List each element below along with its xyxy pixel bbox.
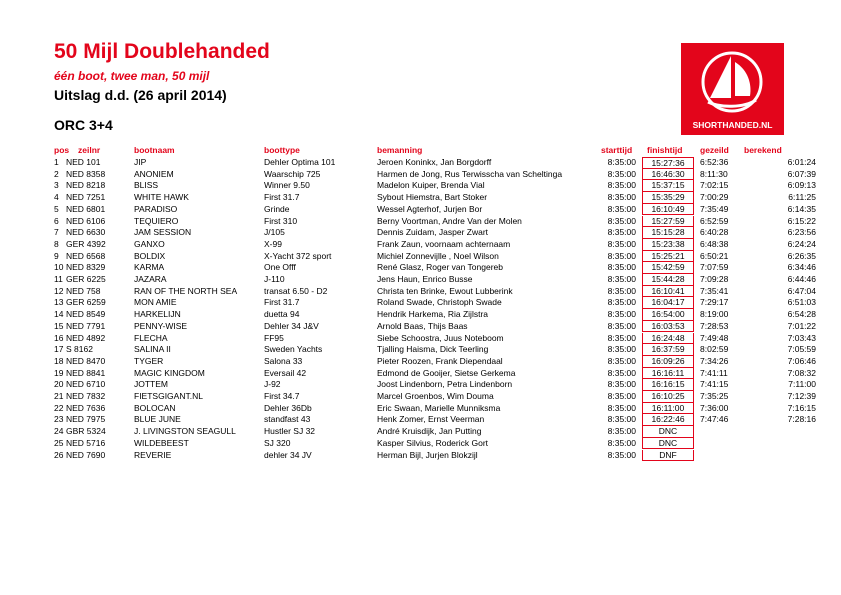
cell-bootnaam: JAM SESSION xyxy=(134,227,192,238)
cell-berekend: 6:09:13 xyxy=(787,180,816,191)
cell-bemanning: René Glasz, Roger van Tongereb xyxy=(377,262,504,273)
cell-bemanning: Harmen de Jong, Rus Terwisscha van Scheltinga xyxy=(377,168,563,179)
cell-gezeild: 7:35:25 xyxy=(700,391,729,401)
cell-bemanning: Christa ten Brinke, Ewout Lubberink xyxy=(377,285,513,296)
cell-zeilnr: NED 6568 xyxy=(66,250,106,261)
cell-bootnaam: BOLOCAN xyxy=(134,402,176,413)
cell-starttijd: 8:35:00 xyxy=(607,203,636,214)
cell-berekend: 6:24:24 xyxy=(787,238,816,249)
cell-boottype: SJ 320 xyxy=(264,437,291,448)
cell-pos: 1 xyxy=(54,157,59,167)
cell-bemanning: Pieter Roozen, Frank Diependaal xyxy=(377,355,503,366)
cell-zeilnr: NED 7251 xyxy=(66,192,106,203)
cell-boottype: First 310 xyxy=(264,215,298,226)
cell-pos: 14 xyxy=(54,309,64,320)
cell-bemanning: Berny Voortman, Andre Van der Molen xyxy=(377,215,522,226)
cell-finishtijd: DNC xyxy=(642,426,694,438)
cell-bootnaam: JAZARA xyxy=(134,274,167,284)
cell-pos: 26 xyxy=(54,449,64,460)
cell-zeilnr: NED 8358 xyxy=(66,168,106,179)
table-row xyxy=(0,391,841,403)
cell-bootnaam: KARMA xyxy=(134,262,165,273)
shorthanded-logo xyxy=(681,43,784,135)
cell-gezeild: 8:11:30 xyxy=(700,168,728,179)
table-row xyxy=(0,169,841,181)
cell-bootnaam: WILDEBEEST xyxy=(134,437,189,448)
cell-bootnaam: GANXO xyxy=(134,238,165,249)
cell-boottype: First 34.7 xyxy=(264,391,300,401)
cell-boottype: One Offf xyxy=(264,262,296,273)
cell-bootnaam: PENNY-WISE xyxy=(134,320,188,331)
cell-gezeild: 6:48:38 xyxy=(700,238,729,249)
col-header-gezeild: gezeild xyxy=(700,145,729,155)
cell-bootnaam: BOLDIX xyxy=(134,250,166,261)
sail-ball-icon xyxy=(700,50,764,114)
cell-starttijd: 8:35:00 xyxy=(607,238,636,249)
cell-pos: 21 xyxy=(54,391,64,401)
cell-starttijd: 8:35:00 xyxy=(607,168,636,179)
table-row xyxy=(0,450,841,462)
cell-bootnaam: PARADISO xyxy=(134,203,178,214)
cell-starttijd: 8:35:00 xyxy=(607,309,636,320)
cell-gezeild: 7:34:26 xyxy=(700,355,729,366)
cell-bootnaam: FLECHA xyxy=(134,332,168,343)
table-row xyxy=(0,321,841,333)
cell-starttijd: 8:35:00 xyxy=(607,379,636,390)
cell-berekend: 6:01:24 xyxy=(787,157,816,167)
cell-finishtijd: 16:04:17 xyxy=(642,297,694,309)
cell-finishtijd: DNF xyxy=(642,450,694,462)
cell-berekend: 6:11:25 xyxy=(788,192,816,203)
cell-pos: 10 xyxy=(54,262,64,273)
class-heading: ORC 3+4 xyxy=(54,117,113,133)
cell-berekend: 6:15:22 xyxy=(787,215,816,226)
cell-berekend: 6:23:56 xyxy=(787,227,816,238)
cell-starttijd: 8:35:00 xyxy=(607,355,636,366)
cell-starttijd: 8:35:00 xyxy=(607,426,636,437)
cell-bootnaam: FIETSGIGANT.NL xyxy=(134,391,203,401)
table-row xyxy=(0,333,841,345)
table-row xyxy=(0,227,841,239)
col-header-starttijd: starttijd xyxy=(601,145,633,155)
cell-gezeild: 6:52:36 xyxy=(700,157,729,167)
cell-berekend: 6:47:04 xyxy=(787,285,816,296)
cell-berekend: 6:07:39 xyxy=(787,168,816,179)
cell-bemanning: Wessel Agterhof, Jurjen Bor xyxy=(377,203,483,214)
cell-finishtijd: 15:27:36 xyxy=(642,157,694,169)
cell-zeilnr: NED 8549 xyxy=(66,309,106,320)
cell-bemanning: Roland Swade, Christoph Swade xyxy=(377,297,502,308)
cell-berekend: 6:54:28 xyxy=(787,309,816,320)
cell-zeilnr: NED 101 xyxy=(66,157,101,167)
cell-zeilnr: NED 6106 xyxy=(66,215,106,226)
cell-pos: 20 xyxy=(54,379,64,390)
cell-boottype: FF95 xyxy=(264,332,284,343)
cell-finishtijd: 16:37:59 xyxy=(642,344,694,356)
cell-boottype: Eversail 42 xyxy=(264,367,307,378)
cell-zeilnr: NED 6630 xyxy=(66,227,106,238)
cell-pos: 12 xyxy=(54,285,64,296)
cell-berekend: 7:05:59 xyxy=(787,344,816,355)
cell-bemanning: Dennis Zuidam, Jasper Zwart xyxy=(377,227,489,238)
cell-pos: 5 xyxy=(54,203,59,214)
cell-boottype: Waarschip 725 xyxy=(264,168,321,179)
cell-berekend: 6:26:35 xyxy=(787,250,816,261)
cell-zeilnr: NED 7791 xyxy=(66,320,106,331)
cell-bootnaam: TEQUIERO xyxy=(134,215,179,226)
cell-pos: 11 xyxy=(54,274,63,284)
col-header-berekend: berekend xyxy=(744,145,782,155)
cell-gezeild: 7:29:17 xyxy=(700,297,729,308)
cell-starttijd: 8:35:00 xyxy=(607,157,636,167)
cell-bemanning: Eric Swaan, Marielle Munniksma xyxy=(377,402,501,413)
cell-pos: 23 xyxy=(54,414,64,425)
cell-boottype: standfast 43 xyxy=(264,414,311,425)
cell-starttijd: 8:35:00 xyxy=(607,285,636,296)
cell-berekend: 7:12:39 xyxy=(787,391,816,401)
cell-finishtijd: 15:15:28 xyxy=(642,227,694,239)
cell-pos: 3 xyxy=(54,180,59,191)
cell-berekend: 6:34:46 xyxy=(787,262,816,273)
cell-boottype: Grinde xyxy=(264,203,290,214)
table-row xyxy=(0,426,841,438)
cell-pos: 22 xyxy=(54,402,64,413)
cell-berekend: 6:51:03 xyxy=(787,297,816,308)
cell-bemanning: Arnold Baas, Thijs Baas xyxy=(377,320,468,331)
cell-bemanning: Michiel Zonnevijlle , Noel Wilson xyxy=(377,250,499,261)
cell-zeilnr: NED 8329 xyxy=(66,262,106,273)
cell-bemanning: Jeroen Koninkx, Jan Borgdorff xyxy=(377,157,492,167)
cell-starttijd: 8:35:00 xyxy=(607,262,636,273)
cell-boottype: Hustler SJ 32 xyxy=(264,426,316,437)
cell-berekend: 6:14:35 xyxy=(787,203,816,214)
cell-boottype: duetta 94 xyxy=(264,309,300,320)
cell-zeilnr: NED 6801 xyxy=(66,203,106,214)
cell-gezeild: 8:19:00 xyxy=(700,309,729,320)
table-row xyxy=(0,403,841,415)
table-row xyxy=(0,368,841,380)
cell-finishtijd: 16:03:53 xyxy=(642,321,694,333)
col-header-zeilnr: zeilnr xyxy=(78,145,101,155)
cell-gezeild: 7:28:53 xyxy=(700,320,729,331)
table-row xyxy=(0,309,841,321)
cell-finishtijd: 16:46:30 xyxy=(642,169,694,181)
cell-bootnaam: REVERIE xyxy=(134,449,172,460)
cell-bemanning: André Kruisdijk, Jan Putting xyxy=(377,426,482,437)
cell-bootnaam: SALINA II xyxy=(134,344,171,355)
table-row xyxy=(0,286,841,298)
cell-berekend: 6:44:46 xyxy=(787,274,816,284)
cell-gezeild: 7:47:46 xyxy=(700,414,729,425)
cell-finishtijd: 15:27:59 xyxy=(642,216,694,228)
cell-bootnaam: TYGER xyxy=(134,355,164,366)
cell-boottype: J/105 xyxy=(264,227,285,238)
cell-finishtijd: 16:54:00 xyxy=(642,309,694,321)
cell-bemanning: Joost Lindenborn, Petra Lindenborn xyxy=(377,379,513,390)
cell-berekend: 7:16:15 xyxy=(787,402,816,413)
cell-starttijd: 8:35:00 xyxy=(607,180,636,191)
cell-starttijd: 8:35:00 xyxy=(607,391,636,401)
col-header-pos: pos xyxy=(54,145,70,155)
table-row xyxy=(0,438,841,450)
cell-pos: 4 xyxy=(54,192,59,203)
cell-bemanning: Tjalling Haisma, Dick Teerling xyxy=(377,344,489,355)
cell-finishtijd: 16:16:11 xyxy=(642,368,694,380)
cell-zeilnr: NED 758 xyxy=(66,285,101,296)
table-row xyxy=(0,216,841,228)
table-row xyxy=(0,180,841,192)
cell-finishtijd: 16:24:48 xyxy=(642,333,694,345)
cell-bemanning: Siebe Schoostra, Juus Noteboom xyxy=(377,332,504,343)
cell-starttijd: 8:35:00 xyxy=(607,192,636,203)
col-header-bemanning: bemanning xyxy=(377,145,423,155)
col-header-finishtijd: finishtijd xyxy=(647,145,683,155)
result-date: Uitslag d.d. (26 april 2014) xyxy=(54,87,227,103)
table-row xyxy=(0,274,841,286)
cell-zeilnr: NED 8470 xyxy=(66,355,106,366)
cell-berekend: 7:03:43 xyxy=(787,332,816,343)
cell-zeilnr: GER 6225 xyxy=(66,274,106,284)
cell-zeilnr: NED 8841 xyxy=(66,367,106,378)
cell-gezeild: 7:49:48 xyxy=(700,332,729,343)
table-row xyxy=(0,192,841,204)
cell-pos: 13 xyxy=(54,297,64,308)
cell-berekend: 7:08:32 xyxy=(787,367,816,378)
cell-pos: 6 xyxy=(54,215,59,226)
cell-gezeild: 8:02:59 xyxy=(700,344,729,355)
cell-starttijd: 8:35:00 xyxy=(607,320,636,331)
cell-bemanning: Kasper Silvius, Roderick Gort xyxy=(377,437,489,448)
cell-bootnaam: ANONIEM xyxy=(134,168,174,179)
cell-bootnaam: BLISS xyxy=(134,180,159,191)
cell-bootnaam: JIP xyxy=(134,157,147,167)
table-row xyxy=(0,251,841,263)
cell-bemanning: Edmond de Gooijer, Sietse Gerkema xyxy=(377,367,516,378)
cell-bemanning: Henk Zomer, Ernst Veerman xyxy=(377,414,485,425)
cell-bootnaam: MON AMIE xyxy=(134,297,177,308)
cell-pos: 7 xyxy=(54,227,59,238)
cell-zeilnr: NED 7690 xyxy=(66,449,106,460)
cell-starttijd: 8:35:00 xyxy=(607,449,636,460)
cell-pos: 17 xyxy=(54,344,64,355)
cell-pos: 9 xyxy=(54,250,59,261)
cell-gezeild: 7:41:11 xyxy=(700,367,728,378)
cell-gezeild: 7:41:15 xyxy=(700,379,729,390)
cell-finishtijd: 16:10:49 xyxy=(642,204,694,216)
table-row xyxy=(0,344,841,356)
cell-bootnaam: J. LIVINGSTON SEAGULL xyxy=(134,426,236,437)
cell-bemanning: Sybout Hiemstra, Bart Stoker xyxy=(377,192,488,203)
cell-finishtijd: 15:25:21 xyxy=(642,251,694,263)
cell-zeilnr: NED 4892 xyxy=(66,332,106,343)
cell-finishtijd: 16:11:00 xyxy=(642,403,694,415)
cell-starttijd: 8:35:00 xyxy=(607,332,636,343)
cell-starttijd: 8:35:00 xyxy=(607,274,636,284)
cell-finishtijd: 16:10:25 xyxy=(642,391,694,403)
cell-finishtijd: 15:23:38 xyxy=(642,239,694,251)
cell-gezeild: 7:07:59 xyxy=(700,262,729,273)
cell-bootnaam: HARKELIJN xyxy=(134,309,181,320)
cell-bemanning: Madelon Kuiper, Brenda Vial xyxy=(377,180,485,191)
cell-boottype: Dehler Optima 101 xyxy=(264,157,336,167)
cell-starttijd: 8:35:00 xyxy=(607,250,636,261)
cell-starttijd: 8:35:00 xyxy=(607,297,636,308)
cell-finishtijd: 15:44:28 xyxy=(642,274,694,286)
cell-boottype: X-Yacht 372 sport xyxy=(264,250,332,261)
cell-gezeild: 7:00:29 xyxy=(700,192,729,203)
logo-text: SHORTHANDED.NL xyxy=(692,120,773,130)
cell-bemanning: Jens Haun, Enrico Busse xyxy=(377,274,473,284)
cell-boottype: X-99 xyxy=(264,238,282,249)
cell-gezeild: 6:50:21 xyxy=(700,250,729,261)
cell-bemanning: Frank Zaun, voornaam achternaam xyxy=(377,238,511,249)
cell-pos: 8 xyxy=(54,238,59,249)
cell-starttijd: 8:35:00 xyxy=(607,402,636,413)
cell-gezeild: 7:02:15 xyxy=(700,180,729,191)
cell-zeilnr: S 8162 xyxy=(66,344,93,355)
cell-boottype: Salona 33 xyxy=(264,355,303,366)
cell-zeilnr: NED 7636 xyxy=(66,402,106,413)
cell-boottype: J-110 xyxy=(264,274,285,284)
cell-pos: 16 xyxy=(54,332,64,343)
page-title: 50 Mijl Doublehanded xyxy=(54,40,270,63)
cell-starttijd: 8:35:00 xyxy=(607,227,636,238)
cell-bootnaam: JOTTEM xyxy=(134,379,168,390)
cell-boottype: First 31.7 xyxy=(264,297,300,308)
table-row xyxy=(0,157,841,169)
cell-pos: 18 xyxy=(54,355,64,366)
cell-pos: 24 xyxy=(54,426,64,437)
cell-bemanning: Herman Bijl, Jurjen Blokzijl xyxy=(377,449,478,460)
cell-finishtijd: 16:10:41 xyxy=(642,286,694,298)
cell-starttijd: 8:35:00 xyxy=(607,344,636,355)
cell-bootnaam: BLUE JUNE xyxy=(134,414,181,425)
table-row xyxy=(0,379,841,391)
cell-pos: 19 xyxy=(54,367,64,378)
cell-gezeild: 7:35:49 xyxy=(700,203,729,214)
cell-pos: 15 xyxy=(54,320,64,331)
cell-pos: 25 xyxy=(54,437,64,448)
cell-zeilnr: NED 6710 xyxy=(66,379,106,390)
cell-boottype: J-92 xyxy=(264,379,281,390)
cell-finishtijd: 16:16:15 xyxy=(642,379,694,391)
cell-berekend: 7:06:46 xyxy=(787,355,816,366)
cell-starttijd: 8:35:00 xyxy=(607,367,636,378)
cell-starttijd: 8:35:00 xyxy=(607,437,636,448)
cell-boottype: Dehler 36Db xyxy=(264,402,312,413)
cell-zeilnr: GBR 5324 xyxy=(66,426,106,437)
cell-berekend: 7:01:22 xyxy=(787,320,816,331)
cell-zeilnr: NED 7975 xyxy=(66,414,106,425)
cell-finishtijd: DNC xyxy=(642,438,694,450)
cell-zeilnr: NED 7832 xyxy=(66,391,106,401)
cell-boottype: Dehler 34 J&V xyxy=(264,320,319,331)
cell-starttijd: 8:35:00 xyxy=(607,414,636,425)
table-row xyxy=(0,262,841,274)
table-row xyxy=(0,239,841,251)
cell-zeilnr: GER 4392 xyxy=(66,238,106,249)
cell-finishtijd: 16:09:26 xyxy=(642,356,694,368)
cell-boottype: dehler 34 JV xyxy=(264,449,312,460)
cell-gezeild: 7:09:28 xyxy=(700,274,729,284)
cell-boottype: Winner 9.50 xyxy=(264,180,310,191)
cell-bemanning: Marcel Groenbos, Wim Douma xyxy=(377,391,494,401)
cell-gezeild: 6:40:28 xyxy=(700,227,729,238)
col-header-bootnaam: bootnaam xyxy=(134,145,175,155)
cell-berekend: 7:11:00 xyxy=(788,379,816,390)
cell-finishtijd: 16:22:46 xyxy=(642,414,694,426)
table-row xyxy=(0,297,841,309)
cell-boottype: Sweden Yachts xyxy=(264,344,323,355)
col-header-boottype: boottype xyxy=(264,145,300,155)
cell-bemanning: Hendrik Harkema, Ria Zijlstra xyxy=(377,309,488,320)
cell-bootnaam: RAN OF THE NORTH SEA xyxy=(134,285,238,296)
cell-zeilnr: NED 5716 xyxy=(66,437,106,448)
table-row xyxy=(0,356,841,368)
cell-bootnaam: MAGIC KINGDOM xyxy=(134,367,205,378)
cell-gezeild: 6:52:59 xyxy=(700,215,729,226)
cell-gezeild: 7:35:41 xyxy=(700,285,729,296)
cell-gezeild: 7:36:00 xyxy=(700,402,729,413)
table-row xyxy=(0,204,841,216)
cell-finishtijd: 15:35:29 xyxy=(642,192,694,204)
cell-pos: 2 xyxy=(54,168,59,179)
cell-zeilnr: GER 6259 xyxy=(66,297,106,308)
table-row xyxy=(0,414,841,426)
cell-bootnaam: WHITE HAWK xyxy=(134,192,189,203)
cell-zeilnr: NED 8218 xyxy=(66,180,106,191)
cell-boottype: First 31.7 xyxy=(264,192,300,203)
page-subtitle: één boot, twee man, 50 mijl xyxy=(54,69,210,83)
cell-berekend: 7:28:16 xyxy=(787,414,816,425)
cell-boottype: transat 6.50 - D2 xyxy=(264,285,328,296)
cell-finishtijd: 15:37:15 xyxy=(642,180,694,192)
cell-starttijd: 8:35:00 xyxy=(607,215,636,226)
cell-finishtijd: 15:42:59 xyxy=(642,262,694,274)
